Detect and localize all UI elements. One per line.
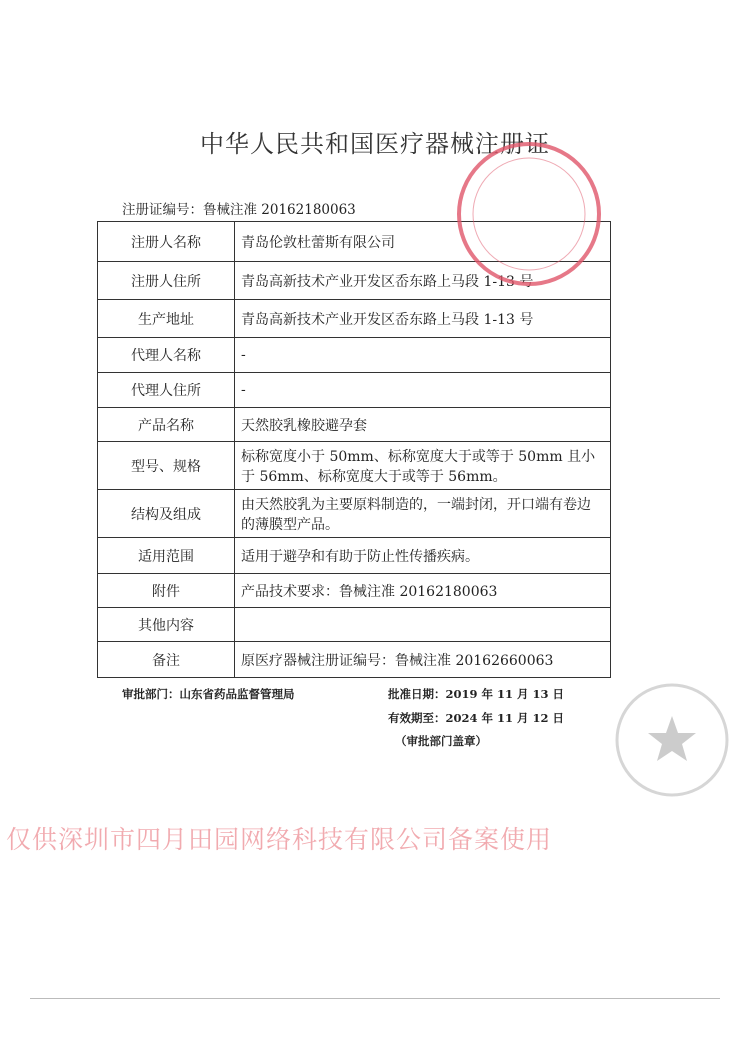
row-label: 结构及组成 [98, 490, 235, 538]
government-seal-icon [612, 680, 732, 800]
table-row [98, 642, 611, 678]
row-value: 由天然胶乳为主要原料制造的，一端封闭，开口端有卷边的薄膜型产品。 [235, 490, 611, 538]
row-label: 代理人住所 [98, 373, 235, 408]
table-row [98, 608, 611, 642]
document-title: 中华人民共和国医疗器械注册证 [200, 130, 550, 158]
row-value: 原医疗器械注册证编号：鲁械注准 20162660063 [235, 642, 611, 678]
row-label: 生产地址 [98, 300, 235, 338]
row-value: - [235, 373, 611, 408]
approval-department: 审批部门：山东省药品监督管理局 [122, 687, 295, 701]
row-label: 注册人住所 [98, 262, 235, 300]
row-label: 备注 [98, 642, 235, 678]
row-value: 天然胶乳橡胶避孕套 [235, 408, 611, 442]
table-row [98, 338, 611, 373]
row-label: 产品名称 [98, 408, 235, 442]
watermark: 仅供深圳市四月田园网络科技有限公司备案使用 [6, 825, 553, 854]
row-value: 标称宽度小于 50mm、标称宽度大于或等于 50mm 且小于 56mm、标称宽度大于或等于 56mm。 [235, 442, 611, 490]
row-value: 适用于避孕和有助于防止性传播疾病。 [235, 538, 611, 574]
row-value: 青岛高新技术产业开发区岙东路上马段 1-13 号 [235, 300, 611, 338]
registration-number: 注册证编号：鲁械注准 20162180063 [122, 202, 356, 218]
row-label: 代理人名称 [98, 338, 235, 373]
row-value: - [235, 338, 611, 373]
table-row [98, 408, 611, 442]
approval-date: 批准日期：2019 年 11 月 13 日 [388, 687, 565, 701]
row-label: 其他内容 [98, 608, 235, 642]
row-value: 产品技术要求：鲁械注准 20162180063 [235, 574, 611, 608]
row-value: 青岛伦敦杜蕾斯有限公司 [235, 222, 611, 262]
table-row [98, 490, 611, 538]
row-label: 附件 [98, 574, 235, 608]
table-row [98, 442, 611, 490]
row-label: 注册人名称 [98, 222, 235, 262]
table-row [98, 538, 611, 574]
table-row [98, 300, 611, 338]
row-value [235, 608, 611, 642]
page-bottom-rule [30, 998, 720, 999]
table-row [98, 373, 611, 408]
row-label: 型号、规格 [98, 442, 235, 490]
seal-note: （审批部门盖章） [395, 734, 487, 748]
valid-until: 有效期至：2024 年 11 月 12 日 [388, 711, 565, 725]
table-row [98, 574, 611, 608]
row-label: 适用范围 [98, 538, 235, 574]
row-value: 青岛高新技术产业开发区岙东路上马段 1-13 号 [235, 262, 611, 300]
company-seal-icon [453, 138, 605, 290]
